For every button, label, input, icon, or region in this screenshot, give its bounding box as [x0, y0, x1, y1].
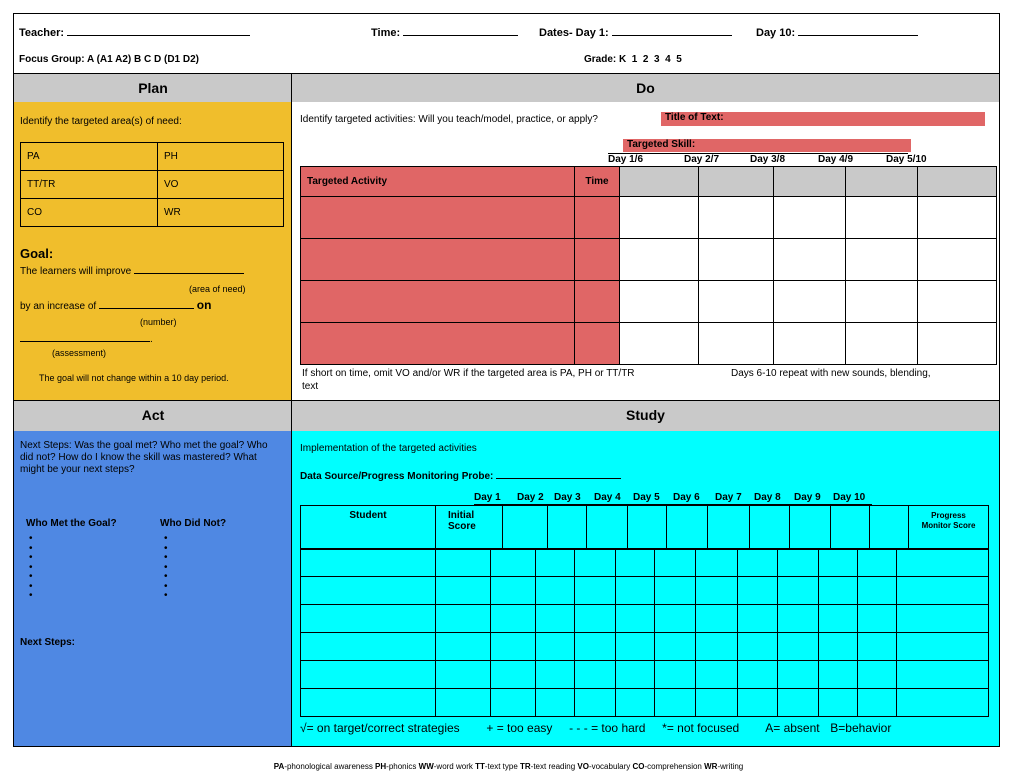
- day-cell[interactable]: [846, 281, 918, 323]
- student-score-cell[interactable]: [738, 549, 778, 577]
- area-of-need-blank[interactable]: [134, 264, 244, 274]
- footer-abbr: VO: [577, 762, 589, 771]
- day-header-cell: [918, 167, 997, 197]
- student-score-cell[interactable]: [616, 633, 655, 661]
- day-col: [667, 506, 708, 550]
- student-score-cell[interactable]: [301, 605, 436, 633]
- day-cell[interactable]: [918, 281, 997, 323]
- goal-line2: [20, 298, 211, 312]
- student-score-cell[interactable]: [858, 661, 897, 689]
- student-score-cell[interactable]: [301, 661, 436, 689]
- time-label: Time:: [371, 27, 401, 39]
- study-day-label: Day 1: [474, 492, 501, 503]
- day-col: [750, 506, 790, 550]
- title-of-text-field[interactable]: Title of Text:: [661, 112, 985, 126]
- day-col: [870, 506, 909, 550]
- study-day-label: Day 9: [794, 492, 821, 503]
- activity-table: [300, 166, 997, 365]
- abbreviation-key: [0, 762, 1017, 771]
- do-identify: Identify targeted activities: Will you teach/model, practice, or apply?: [300, 114, 598, 125]
- time-cell[interactable]: [575, 197, 620, 239]
- footer-desc: -comprehension: [644, 762, 705, 771]
- progress-line2: Monitor Score: [921, 521, 976, 530]
- student-score-cell[interactable]: [858, 633, 897, 661]
- legend-item: - - - = too hard: [569, 721, 646, 735]
- activity-cell[interactable]: [301, 239, 575, 281]
- dates-label: Dates- Day 1:: [539, 27, 609, 39]
- student-score-cell[interactable]: [738, 577, 778, 605]
- footer-desc: -text type: [484, 762, 520, 771]
- day-col: [790, 506, 831, 550]
- day-cell[interactable]: [774, 281, 846, 323]
- footer-desc: -phonological awareness: [284, 762, 376, 771]
- student-score-cell[interactable]: [897, 605, 989, 633]
- teacher-blank[interactable]: [67, 25, 250, 36]
- area-cell[interactable]: VO: [158, 171, 284, 199]
- day-col: [831, 506, 870, 550]
- student-score-cell[interactable]: [655, 605, 696, 633]
- table-row: [301, 577, 989, 605]
- student-score-cell[interactable]: [616, 605, 655, 633]
- activity-cell[interactable]: [301, 197, 575, 239]
- student-score-cell[interactable]: [436, 689, 491, 717]
- student-score-cell[interactable]: [738, 689, 778, 717]
- day10-field[interactable]: [756, 25, 918, 39]
- student-score-cell[interactable]: [301, 633, 436, 661]
- study-header: Study: [291, 400, 1000, 432]
- day-header-cell: [774, 167, 846, 197]
- footer-abbr: WR: [704, 762, 718, 771]
- student-score-cell[interactable]: [575, 661, 616, 689]
- student-score-cell[interactable]: [491, 661, 536, 689]
- goal-improve-text: The learners will improve: [20, 266, 132, 277]
- student-score-cell[interactable]: [819, 661, 858, 689]
- student-score-cell[interactable]: [491, 549, 536, 577]
- student-table: [300, 505, 989, 550]
- area-cell[interactable]: PA: [21, 143, 158, 171]
- progress-line1: Progress: [931, 511, 966, 520]
- plan-panel: [13, 102, 292, 400]
- activity-cell[interactable]: [301, 281, 575, 323]
- initial-score-header: [436, 506, 503, 550]
- student-score-cell[interactable]: [738, 661, 778, 689]
- activity-cell[interactable]: [301, 323, 575, 365]
- student-score-cell[interactable]: [696, 661, 738, 689]
- next-steps-heading: Next Steps:: [20, 637, 76, 648]
- day-cell[interactable]: [774, 323, 846, 365]
- study-day-label: Day 5: [633, 492, 660, 503]
- legend-item: A= absent: [765, 721, 820, 735]
- day-cell[interactable]: [774, 239, 846, 281]
- student-score-cell[interactable]: [819, 577, 858, 605]
- study-day-label: Day 3: [554, 492, 581, 503]
- student-score-cell[interactable]: [778, 689, 819, 717]
- study-day-label: Day 4: [594, 492, 621, 503]
- study-day-label: Day 8: [754, 492, 781, 503]
- student-score-cell[interactable]: [819, 633, 858, 661]
- student-score-cell[interactable]: [436, 577, 491, 605]
- area-of-need-caption: (area of need): [189, 284, 246, 294]
- by-increase-text: by an increase of: [20, 301, 97, 312]
- legend-item: + = too easy: [486, 721, 553, 735]
- student-score-cell[interactable]: [575, 605, 616, 633]
- table-row: [301, 549, 989, 577]
- student-score-cell[interactable]: [301, 549, 436, 577]
- focus-group: Focus Group: A (A1 A2) B C D (D1 D2): [19, 54, 200, 65]
- student-score-cell[interactable]: [778, 577, 819, 605]
- goal-note: The goal will not change within a 10 day period.: [39, 373, 229, 383]
- day-header-cell: [620, 167, 699, 197]
- student-score-cell[interactable]: [536, 661, 575, 689]
- student-score-cell[interactable]: [536, 605, 575, 633]
- do-day-label: Day 3/8: [750, 154, 786, 165]
- goal-heading: Goal:: [20, 246, 54, 261]
- day1-blank[interactable]: [612, 25, 732, 36]
- student-score-cell[interactable]: [696, 549, 738, 577]
- student-score-cell[interactable]: [436, 661, 491, 689]
- day-col: [503, 506, 548, 550]
- student-rows: [300, 548, 989, 717]
- time-header: Time: [575, 167, 620, 197]
- assessment-blank[interactable]: [20, 332, 150, 342]
- day10-label: Day 10:: [756, 27, 796, 39]
- area-table: [20, 142, 284, 227]
- student-score-cell[interactable]: [897, 549, 989, 577]
- day-cell[interactable]: [846, 197, 918, 239]
- day-cell[interactable]: [846, 239, 918, 281]
- student-score-cell[interactable]: [491, 577, 536, 605]
- student-score-cell[interactable]: [696, 689, 738, 717]
- footer-desc: -word work: [433, 762, 476, 771]
- footer-desc: -vocabulary: [588, 762, 633, 771]
- day-cell[interactable]: [620, 197, 699, 239]
- targeted-activity-header: Targeted Activity: [301, 167, 575, 197]
- student-score-cell[interactable]: [696, 577, 738, 605]
- who-met-bullets: • • • • • • •: [29, 533, 33, 601]
- day-cell[interactable]: [620, 239, 699, 281]
- day-cell[interactable]: [918, 197, 997, 239]
- who-met-heading: Who Met the Goal?: [26, 518, 117, 529]
- assessment-caption: (assessment): [52, 348, 107, 358]
- student-score-cell[interactable]: [491, 605, 536, 633]
- goal-line1: [20, 264, 244, 277]
- data-source-label: Data Source/Progress Monitoring Probe:: [300, 471, 494, 482]
- day-cell[interactable]: [699, 323, 774, 365]
- student-score-cell[interactable]: [858, 605, 897, 633]
- data-source-field[interactable]: [300, 469, 621, 482]
- student-score-cell[interactable]: [819, 689, 858, 717]
- initial-score-line1: Initial: [448, 510, 475, 521]
- legend-item: √= on target/correct strategies: [300, 721, 460, 735]
- initial-score-line2: Score: [448, 521, 476, 532]
- day-cell[interactable]: [699, 239, 774, 281]
- time-field[interactable]: [371, 25, 518, 39]
- footer-desc: -phonics: [386, 762, 419, 771]
- do-day-label: Day 4/9: [818, 154, 854, 165]
- student-score-cell[interactable]: [575, 689, 616, 717]
- footer-desc: -text reading: [530, 762, 578, 771]
- area-cell[interactable]: PH: [158, 143, 284, 171]
- table-row: [301, 605, 989, 633]
- number-blank[interactable]: [99, 299, 194, 309]
- student-score-cell[interactable]: [655, 661, 696, 689]
- footer-abbr: TT: [475, 762, 485, 771]
- student-score-cell[interactable]: [301, 577, 436, 605]
- student-header: Student: [301, 506, 436, 550]
- day-cell[interactable]: [699, 197, 774, 239]
- student-score-cell[interactable]: [655, 549, 696, 577]
- day-cell[interactable]: [846, 323, 918, 365]
- footer-abbr: TR: [520, 762, 531, 771]
- student-score-cell[interactable]: [575, 633, 616, 661]
- do-note-right: Days 6-10 repeat with new sounds, blending,: [731, 368, 931, 379]
- student-score-cell[interactable]: [616, 661, 655, 689]
- do-day-label: Day 1/6: [608, 154, 644, 165]
- student-score-cell[interactable]: [536, 549, 575, 577]
- goal-line3: [20, 332, 153, 345]
- do-panel: [291, 102, 1000, 400]
- time-cell[interactable]: [575, 239, 620, 281]
- study-day-label: Day 6: [673, 492, 700, 503]
- footer-abbr: PH: [375, 762, 387, 771]
- student-score-cell[interactable]: [536, 633, 575, 661]
- do-day-label: Day 5/10: [886, 154, 927, 165]
- study-day-label: Day 10: [833, 492, 866, 503]
- legend-item: *= not focused: [662, 721, 740, 735]
- student-score-cell[interactable]: [436, 633, 491, 661]
- student-score-cell[interactable]: [575, 577, 616, 605]
- student-score-cell[interactable]: [655, 633, 696, 661]
- day-cell[interactable]: [620, 281, 699, 323]
- student-score-cell[interactable]: [858, 689, 897, 717]
- footer-abbr: PA: [273, 762, 285, 771]
- day-col: [708, 506, 750, 550]
- study-panel: [291, 431, 1000, 747]
- do-note-left: If short on time, omit VO and/or WR if the targeted area is PA, PH or TT/TR: [302, 368, 635, 379]
- student-score-cell[interactable]: [778, 633, 819, 661]
- do-day-label: Day 2/7: [684, 154, 720, 165]
- student-score-cell[interactable]: [536, 577, 575, 605]
- implementation-text: Implementation of the targeted activities: [300, 443, 477, 454]
- act-next-steps-question: Next Steps: Was the goal met? Who met the goal? Who did not? How do I know the skill was mastered? What might be your next steps?: [20, 440, 268, 475]
- area-cell[interactable]: TT/TR: [21, 171, 158, 199]
- plan-header: Plan: [13, 73, 292, 103]
- footer-desc: -writing: [717, 762, 744, 771]
- day-header-cell: [699, 167, 774, 197]
- legend-item: B=behavior: [830, 721, 892, 735]
- study-legend: [300, 721, 891, 735]
- on-text: on: [196, 298, 212, 312]
- day-col: [587, 506, 628, 550]
- time-cell[interactable]: [575, 281, 620, 323]
- do-note-wrap: text: [302, 381, 319, 392]
- day-cell[interactable]: [620, 323, 699, 365]
- table-row: [301, 689, 989, 717]
- table-row: [301, 633, 989, 661]
- student-score-cell[interactable]: [858, 549, 897, 577]
- student-score-cell[interactable]: [616, 577, 655, 605]
- who-not-bullets: • • • • • • •: [164, 533, 168, 601]
- student-score-cell[interactable]: [491, 633, 536, 661]
- student-score-cell[interactable]: [536, 689, 575, 717]
- student-score-cell[interactable]: [491, 689, 536, 717]
- student-score-cell[interactable]: [858, 577, 897, 605]
- number-caption: (number): [140, 317, 177, 327]
- time-cell[interactable]: [575, 323, 620, 365]
- student-score-cell[interactable]: [897, 633, 989, 661]
- data-source-blank[interactable]: [496, 469, 621, 479]
- student-score-cell[interactable]: [696, 633, 738, 661]
- plan-identify: Identify the targeted area(s) of need:: [20, 116, 182, 127]
- study-day-label: Day 2: [517, 492, 544, 503]
- student-score-cell[interactable]: [738, 605, 778, 633]
- table-row: [301, 661, 989, 689]
- area-cell[interactable]: CO: [21, 199, 158, 227]
- day-header-cell: [846, 167, 918, 197]
- student-score-cell[interactable]: [655, 689, 696, 717]
- student-score-cell[interactable]: [738, 633, 778, 661]
- student-score-cell[interactable]: [575, 549, 616, 577]
- grade-options: Grade: K 1 2 3 4 5: [584, 54, 682, 65]
- time-blank[interactable]: [403, 25, 518, 36]
- day-cell[interactable]: [699, 281, 774, 323]
- student-score-cell[interactable]: [436, 549, 491, 577]
- student-score-cell[interactable]: [616, 689, 655, 717]
- act-header: Act: [13, 400, 292, 432]
- student-score-cell[interactable]: [778, 661, 819, 689]
- who-not-heading: Who Did Not?: [160, 518, 227, 529]
- footer-abbr: WW: [418, 762, 434, 771]
- day-col: [548, 506, 587, 550]
- dates-field[interactable]: [539, 25, 732, 39]
- student-score-cell[interactable]: [301, 689, 436, 717]
- period-text: .: [150, 334, 153, 345]
- progress-monitor-header: [909, 506, 989, 550]
- student-score-cell[interactable]: [696, 605, 738, 633]
- day-col: [628, 506, 667, 550]
- act-panel: [13, 431, 292, 747]
- do-header: Do: [291, 73, 1000, 103]
- study-day-label: Day 7: [715, 492, 742, 503]
- student-score-cell[interactable]: [778, 549, 819, 577]
- student-score-cell[interactable]: [616, 549, 655, 577]
- day-cell[interactable]: [918, 239, 997, 281]
- student-score-cell[interactable]: [897, 661, 989, 689]
- targeted-skill-field[interactable]: Targeted Skill:: [623, 139, 911, 152]
- day10-blank[interactable]: [798, 25, 918, 36]
- day-cell[interactable]: [918, 323, 997, 365]
- student-score-cell[interactable]: [436, 605, 491, 633]
- student-score-cell[interactable]: [819, 549, 858, 577]
- teacher-field[interactable]: [19, 25, 250, 39]
- student-score-cell[interactable]: [778, 605, 819, 633]
- footer-abbr: CO: [632, 762, 645, 771]
- student-score-cell[interactable]: [897, 577, 989, 605]
- student-score-cell[interactable]: [819, 605, 858, 633]
- student-score-cell[interactable]: [655, 577, 696, 605]
- day-cell[interactable]: [774, 197, 846, 239]
- student-score-cell[interactable]: [897, 689, 989, 717]
- area-cell[interactable]: WR: [158, 199, 284, 227]
- teacher-label: Teacher:: [19, 27, 65, 39]
